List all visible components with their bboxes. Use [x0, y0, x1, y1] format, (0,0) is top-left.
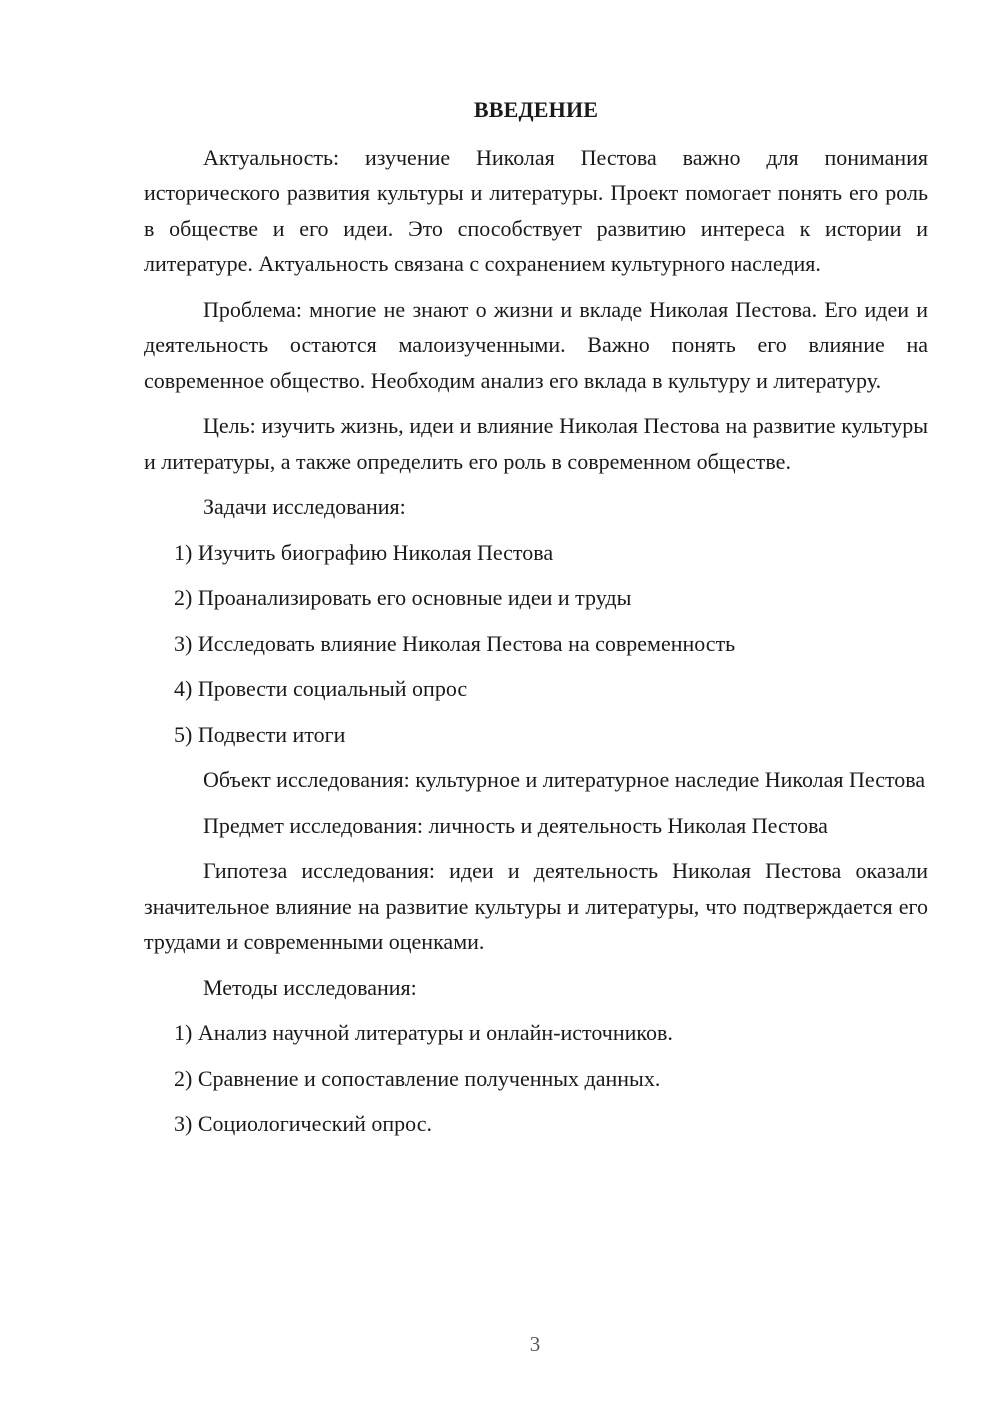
methods-list — [144, 1015, 928, 1142]
task-item: 2) Проанализировать его основные идеи и труды — [174, 585, 632, 610]
tasks-list — [144, 535, 928, 753]
subject-paragraph: Предмет исследования: личность и деятельность Николая Пестова — [203, 812, 828, 838]
method-item: 1) Анализ научной литературы и онлайн-источников. — [174, 1020, 673, 1045]
hypothesis-paragraph: Гипотеза исследования: идеи и деятельность Николая Пестова оказали значительное влияние на развитие культуры и литературы, что подтверждается его трудами и современными оценками. — [144, 858, 928, 954]
section-title: ВВЕДЕНИЕ — [473, 97, 599, 122]
methods-heading: Методы исследования: — [203, 974, 417, 1000]
document-page — [144, 92, 928, 1152]
task-item: 4) Провести социальный опрос — [174, 676, 468, 701]
task-item: 1) Изучить биографию Николая Пестова — [174, 539, 554, 565]
relevance-paragraph: Актуальность: изучение Николая Пестова важно для понимания исторического развития культуры и литературы. Проект помогает понять его роль в обществе и его идеи. Это способствует развитию интереса к истории и литературе. Актуальность связана с сохранением культурного наследия. — [144, 144, 928, 276]
tasks-heading: Задачи исследования: — [203, 494, 406, 519]
method-item: 2) Сравнение и сопоставление полученных данных. — [174, 1065, 661, 1091]
task-item: 3) Исследовать влияние Николая Пестова на современность — [174, 630, 736, 656]
object-paragraph: Объект исследования: культурное и литературное наследие Николая Пестова — [203, 767, 926, 792]
problem-paragraph: Проблема: многие не знают о жизни и вкладе Николая Пестова. Его идеи и деятельность остаются малоизученными. Важно понять его влияние на современное общество. Необходим анализ его вклада в культуру и литературу. — [144, 296, 928, 393]
goal-paragraph: Цель: изучить жизнь, идеи и влияние Николая Пестова на развитие культуры и литературы, а также определить его роль в современном обществе. — [144, 413, 928, 474]
method-item: 3) Социологический опрос. — [174, 1111, 432, 1136]
task-item: 5) Подвести итоги — [174, 721, 346, 747]
page-number: 3 — [529, 1332, 541, 1356]
